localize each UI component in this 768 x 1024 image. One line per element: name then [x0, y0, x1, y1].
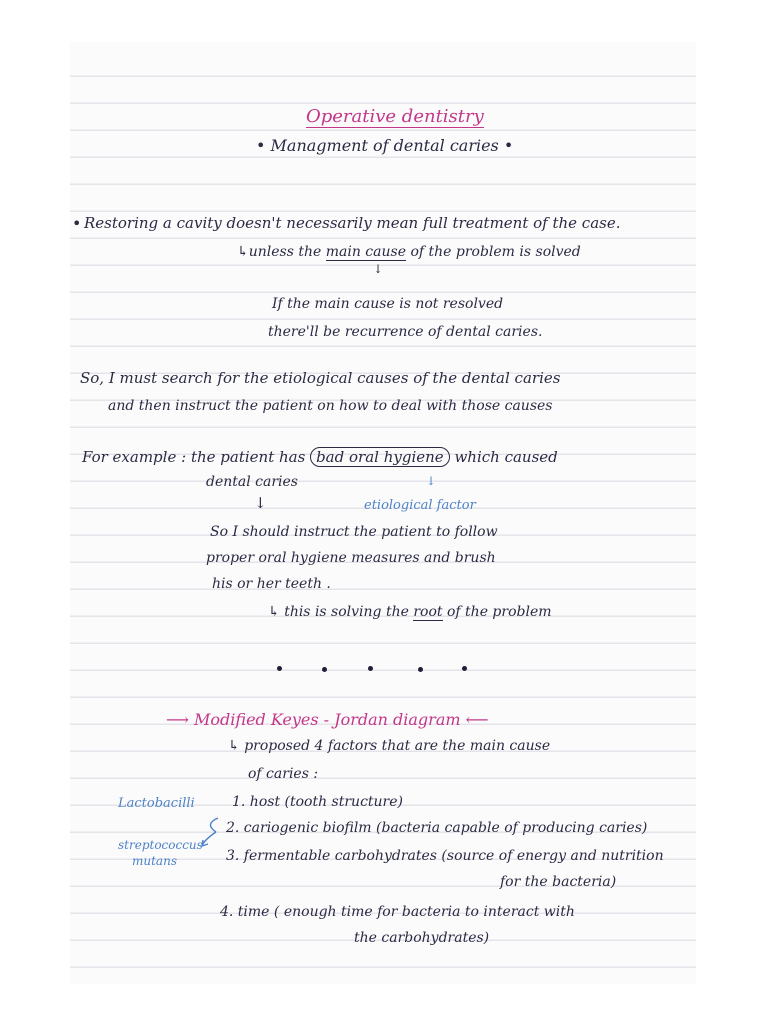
example-post: which caused — [454, 448, 558, 466]
streptococcus-label: streptococcus — [118, 838, 203, 852]
so-line-1: So, I must search for the etiological causes of the dental caries — [80, 369, 561, 387]
separator-dot — [462, 666, 467, 671]
example-pre: the patient has — [190, 448, 306, 466]
diagram-heading — [166, 710, 489, 729]
down-arrow-icon: ↓ — [254, 494, 267, 512]
unless-line — [237, 244, 581, 260]
hook-arrow: ↳ — [237, 244, 249, 260]
mutans-label: mutans — [132, 854, 177, 868]
so-line-2: and then instruct the patient on how to deal with those causes — [108, 398, 553, 414]
root-word: root — [413, 604, 443, 620]
intro-line-2: of caries : — [248, 766, 319, 782]
factor-item-cont: the carbohydrates) — [354, 930, 490, 946]
lactobacilli-label: Lactobacilli — [118, 796, 195, 811]
example-line — [82, 448, 558, 466]
instruct-line-1: So I should instruct the patient to follow — [210, 524, 498, 540]
root-post: of the problem — [446, 604, 552, 620]
intro-text-1: proposed 4 factors that are the main cause — [244, 738, 551, 754]
instruct-line-3: his or her teeth . — [212, 576, 331, 592]
factor-item: 3. fermentable carbohydrates (source of energy and nutrition — [226, 848, 664, 864]
factor-item: 2. cariogenic biofilm (bacteria capable of producing caries) — [226, 820, 648, 836]
example-lead: For example : — [82, 448, 187, 466]
intro-line-1 — [228, 738, 550, 754]
factor-item: 1. host (tooth structure) — [232, 794, 403, 810]
page-title: Operative dentistry — [306, 106, 484, 127]
recurrence-line: there'll be recurrence of dental caries. — [268, 324, 543, 340]
page-subtitle: • Managment of dental caries • — [256, 136, 514, 155]
unless-pre: unless the — [248, 244, 322, 260]
notebook-page — [70, 42, 696, 984]
diagram-title: Modified Keyes - Jordan diagram — [194, 710, 461, 729]
separator-dot — [277, 666, 282, 671]
hook-arrow: ↳ — [228, 738, 240, 754]
factor-item: 4. time ( enough time for bacteria to interact with — [220, 904, 575, 920]
down-arrow-icon: ↓ — [426, 474, 437, 488]
hook-arrow: ↳ — [268, 604, 280, 620]
separator-dot — [322, 667, 327, 672]
main-cause: main cause — [325, 244, 406, 260]
etiological-factor-label: etiological factor — [364, 498, 476, 513]
circled-phrase: bad oral hygiene — [310, 447, 450, 467]
left-arrow-icon: ⟵ — [465, 710, 489, 729]
instruct-line-2: proper oral hygiene measures and brush — [206, 550, 496, 566]
separator-dot — [368, 666, 373, 671]
separator-dot — [418, 667, 423, 672]
factor-item-cont: for the bacteria) — [500, 874, 617, 890]
down-arrow-icon: ↓ — [373, 262, 384, 276]
dental-caries-line: dental caries — [206, 474, 298, 490]
restoring-line: Restoring a cavity doesn't necessarily mean full treatment of the case. — [84, 214, 621, 232]
root-line — [268, 604, 552, 620]
right-arrow-icon: ⟶ — [166, 710, 189, 729]
if-line: If the main cause is not resolved — [272, 296, 504, 312]
bullet: • — [72, 214, 82, 233]
unless-post: of the problem is solved — [410, 244, 581, 260]
root-pre: this is solving the — [284, 604, 409, 620]
